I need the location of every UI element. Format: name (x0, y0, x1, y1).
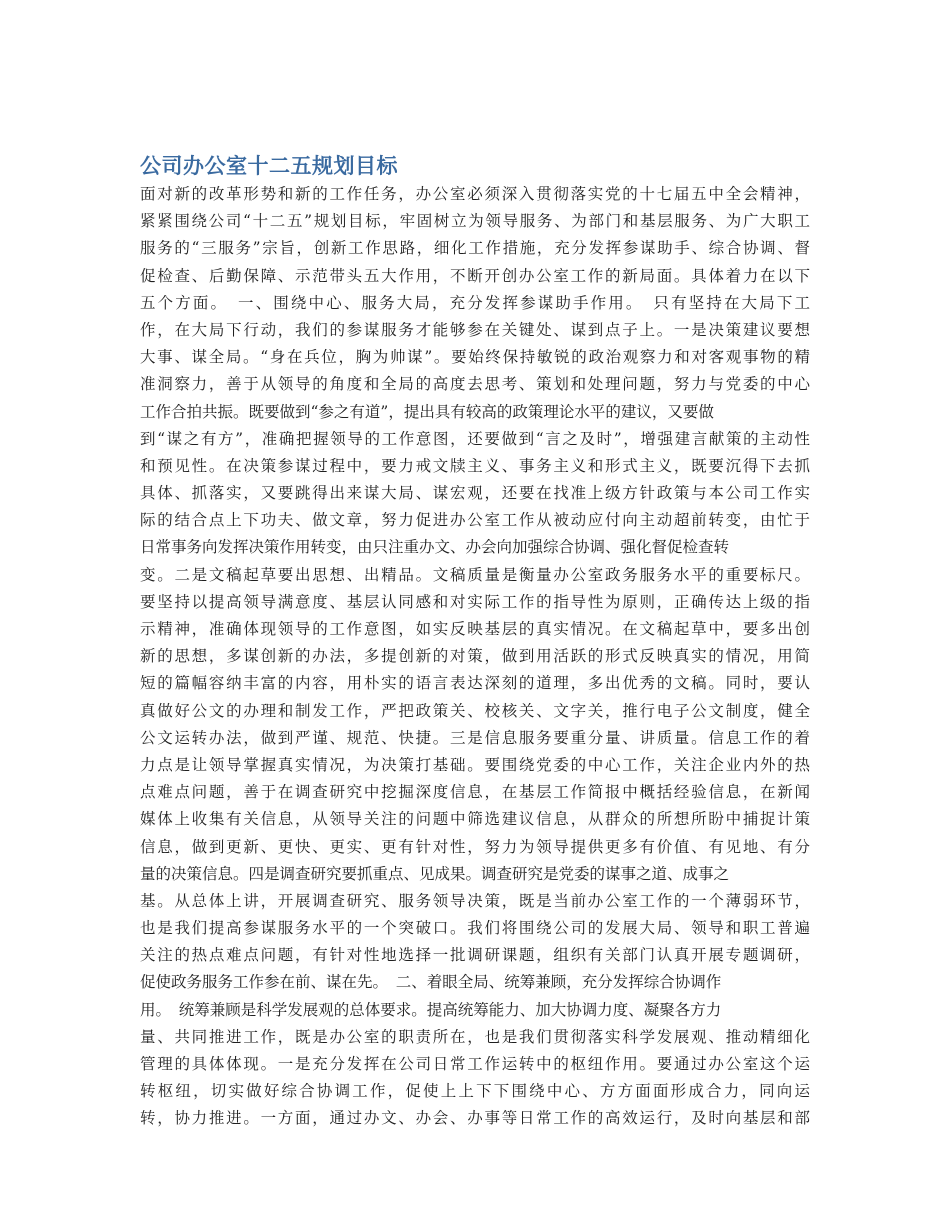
body-line: 到“谋之有方”，准确把握领导的工作意图，还要做到“言之及时”，增强建言献策的主动性 (140, 429, 810, 448)
body-line: 准洞察力，善于从领导的角度和全局的高度去思考、策划和处理问题，努力与党委的中心 (140, 375, 810, 394)
body-line: 紧紧围绕公司“十二五”规划目标，牢固树立为领导服务、为部门和基层服务、为广大职工 (140, 212, 810, 231)
body-line: 用。 统筹兼顾是科学发展观的总体要求。提高统筹能力、加大协调力度、凝聚各方力 (140, 1000, 722, 1019)
body-line: 真做好公文的办理和制发工作，严把政策关、校核关、文字关，推行电子公文制度，健全 (140, 701, 810, 720)
body-line: 大事、谋全局。“身在兵位，胸为帅谋”。要始终保持敏锐的政治观察力和对客观事物的精 (140, 348, 810, 367)
body-line: 短的篇幅容纳丰富的内容，用朴实的语言表达深刻的道理，多出优秀的文稿。同时，要认 (140, 674, 810, 693)
body-line: 基。从总体上讲，开展调查研究、服务领导决策，既是当前办公室工作的一个薄弱环节， (140, 891, 810, 910)
body-line: 变。二是文稿起草要出思想、出精品。文稿质量是衡量办公室政务服务水平的重要标尺。 (140, 565, 810, 584)
body-line: 日常事务向发挥决策作用转变，由只注重办文、办会向加强综合协调、强化督促检查转 (140, 538, 730, 557)
body-line: 示精神，准确体现领导的工作意图，如实反映基层的真实情况。在文稿起草中，要多出创 (140, 620, 810, 638)
body-line: 转枢纽，切实做好综合协调工作，促使上上下下围绕中心、方方面面形成合力，同向运 (140, 1082, 810, 1101)
document-title: 公司办公室十二五规划目标 (140, 154, 398, 178)
body-line: 点难点问题，善于在调查研究中挖掘深度信息，在基层工作简报中概括经验信息，在新闻 (140, 783, 810, 802)
body-line: 量、共同推进工作，既是办公室的职责所在，也是我们贯彻落实科学发展观、推动精细化 (140, 1027, 810, 1046)
body-line: 关注的热点难点问题，有针对性地选择一批调研课题，组织有关部门认真开展专题调研， (140, 946, 810, 965)
body-line: 具体、抓落实，又要跳得出来谋大局、谋宏观，还要在找准上级方针政策与本公司工作实 (140, 484, 810, 503)
body-line: 促检查、后勤保障、示范带头五大作用，不断开创办公室工作的新局面。具体着力在以下 (140, 266, 810, 285)
body-line: 管理的具体体现。一是充分发挥在公司日常工作运转中的枢纽作用。要通过办公室这个运 (140, 1055, 810, 1073)
body-line: 面对新的改革形势和新的工作任务，办公室必须深入贯彻落实党的十七届五中全会精神， (140, 185, 810, 203)
body-line: 量的决策信息。四是调查研究要抓重点、见成果。调查研究是党委的谋事之道、成事之 (140, 864, 730, 883)
body-line: 转，协力推进。一方面，通过办文、办会、办事等日常工作的高效运行，及时向基层和部 (140, 1109, 810, 1128)
body-line: 信息，做到更新、更快、更实、更有针对性，努力为领导提供更多有价值、有见地、有分 (140, 837, 810, 856)
body-line: 际的结合点上下功夫、做文章，努力促进办公室工作从被动应付向主动超前转变，由忙于 (140, 511, 810, 530)
body-line: 作，在大局下行动，我们的参谋服务才能够参在关键处、谋到点子上。一是决策建议要想 (140, 320, 810, 339)
body-line: 促使政务服务工作参在前、谋在先。 二、着眼全局、统筹兼顾，充分发挥综合协调作 (140, 973, 722, 992)
body-line: 服务的“三服务”宗旨，创新工作思路，细化工作措施，充分发挥参谋助手、综合协调、督 (140, 239, 810, 258)
body-line: 要坚持以提高领导满意度、基层认同感和对实际工作的指导性为原则，正确传达上级的指 (140, 592, 810, 611)
body-line: 和预见性。在决策参谋过程中，要力戒文牍主义、事务主义和形式主义，既要沉得下去抓 (140, 456, 810, 475)
body-line: 工作合拍共振。既要做到“参之有道”，提出具有较高的政策理论水平的建议，又要做 (140, 402, 714, 421)
body-line: 媒体上收集有关信息，从领导关注的问题中筛选建议信息，从群众的所想所盼中捕捉计策 (140, 810, 810, 829)
document-body (140, 181, 810, 1133)
body-line: 也是我们提高参谋服务水平的一个突破口。我们将围绕公司的发展大局、领导和职工普遍 (140, 919, 810, 938)
body-line: 五个方面。 一、围绕中心、服务大局，充分发挥参谋助手作用。 只有坚持在大局下工 (140, 293, 810, 312)
body-line: 公文运转办法，做到严谨、规范、快捷。三是信息服务要重分量、讲质量。信息工作的着 (140, 728, 810, 747)
body-line: 新的思想，多谋创新的办法，多提创新的对策，做到用活跃的形式反映真实的情况，用简 (140, 647, 810, 666)
body-line: 力点是让领导掌握真实情况，为决策打基础。要围绕党委的中心工作，关注企业内外的热 (140, 755, 810, 774)
